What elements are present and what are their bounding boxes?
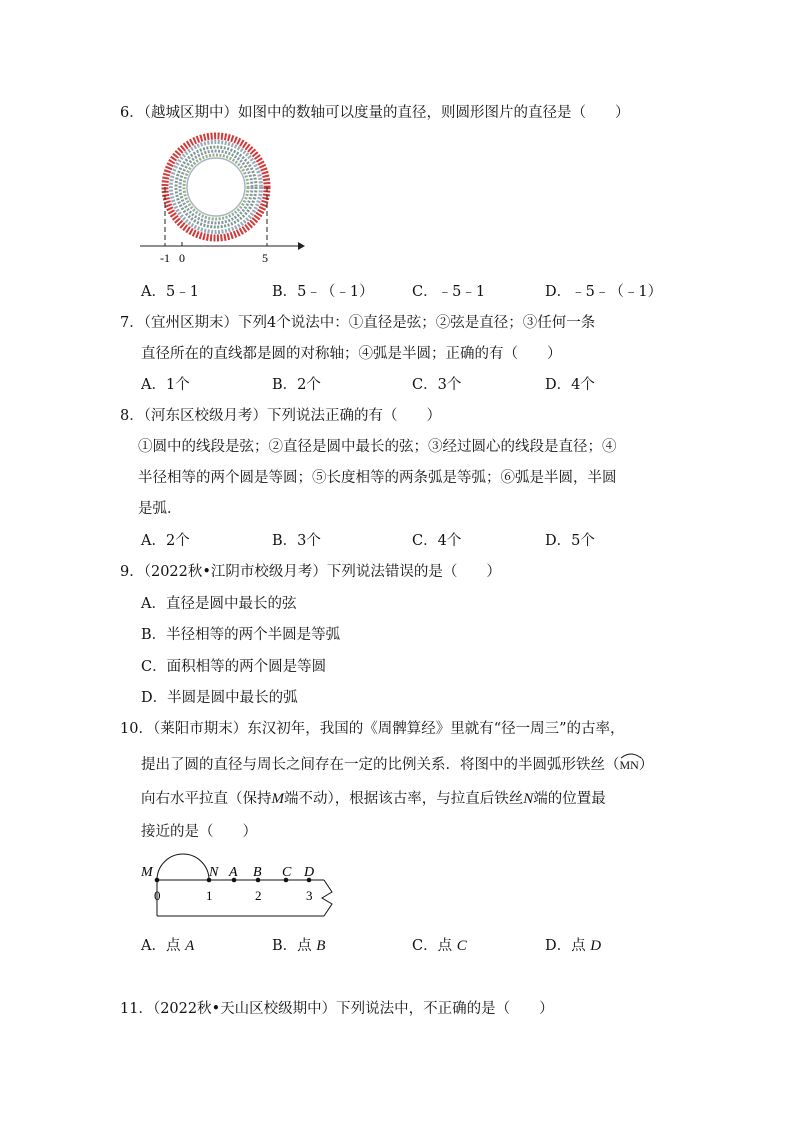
tick-1: 1 xyxy=(206,888,213,903)
q10-line-3-c: 端的位置最 xyxy=(533,791,606,807)
q10-option-c xyxy=(412,934,467,955)
q11-stem: 11．（2022秋•天山区校级期中）下列说法中，不正确的是（ ） xyxy=(120,1001,554,1017)
q9-option-b: B．半径相等的两个半圆是等弧 xyxy=(141,627,341,643)
q6-option-b: B．5﹣（﹣1） xyxy=(272,284,374,300)
arc-over-mn-icon xyxy=(620,751,642,759)
label-d: D xyxy=(304,865,315,880)
decorative-circle-image xyxy=(165,136,267,238)
label-n: N xyxy=(209,865,219,880)
q9-option-d: D．半圆是圆中最长的弧 xyxy=(141,690,298,706)
q9-option-c: C．面积相等的两个圆是等圆 xyxy=(141,659,327,675)
q8-line-4: 是弧． xyxy=(138,501,182,517)
tick-label-5: 5 xyxy=(262,251,268,265)
q6-option-c: C．﹣5﹣1 xyxy=(412,284,486,300)
tick-0: 0 xyxy=(154,888,161,903)
label-m: M xyxy=(141,865,153,880)
q8-line-2: ①圆中的线段是弦；②直径是圆中最长的弦；③经过圆心的线段是直径；④ xyxy=(138,439,617,455)
q10-line-3-n: N xyxy=(523,791,534,807)
q10-line-3-b: 端不动），根据该古率，与拉直后铁丝 xyxy=(284,791,524,807)
point-m xyxy=(155,878,160,883)
q10-line-2 xyxy=(141,753,653,774)
q8-line-3: 半径相等的两个圆是等圆；⑤长度相等的两条弧是等弧；⑥弧是半圆，半圆 xyxy=(138,470,617,486)
q6-option-d: D．﹣5﹣（﹣1） xyxy=(545,284,663,300)
q7-line-2: 直径所在的直线都是圆的对称轴；④弧是半圆；正确的有（ ） xyxy=(141,346,562,362)
q10-option-d-prefix: D．点 xyxy=(545,938,591,954)
tick-label-0: 0 xyxy=(179,251,185,265)
q10-option-b xyxy=(272,934,325,955)
q7-option-c: C．3个 xyxy=(412,377,462,393)
axis-arrow-icon xyxy=(298,242,305,250)
q6-option-a: A．5﹣1 xyxy=(141,284,199,300)
q10-line-4: 接近的是（ ） xyxy=(141,824,257,840)
label-c: C xyxy=(282,865,292,880)
label-b: B xyxy=(253,865,262,880)
q10-option-b-prefix: B．点 xyxy=(272,938,317,954)
q10-line-3-a: 向右水平拉直（保持 xyxy=(141,791,272,807)
tick-3: 3 xyxy=(306,888,313,903)
q6-figure xyxy=(138,132,308,272)
q10-option-a xyxy=(141,934,194,955)
q8-line-1: 8．（河东区校级月考）下列说法正确的有（ ） xyxy=(120,408,441,424)
q10-figure xyxy=(138,848,343,920)
q8-option-b: B．3个 xyxy=(272,533,321,549)
q8-option-a: A．2个 xyxy=(141,533,190,549)
q10-option-a-point: A xyxy=(185,938,195,954)
q10-line-3 xyxy=(141,787,606,808)
q10-option-c-point: C xyxy=(456,938,467,954)
q7-option-a: A．1个 xyxy=(141,377,190,393)
q10-line-2-text: 提出了圆的直径与周长之间存在一定的比例关系．将图中的半圆弧形铁丝（ xyxy=(141,757,620,773)
q7-option-d: D．4个 xyxy=(545,377,595,393)
q10-line-2-end: ） xyxy=(638,757,654,773)
q7-option-b: B．2个 xyxy=(272,377,321,393)
tick-label-neg1: -1 xyxy=(160,251,170,265)
tick-2: 2 xyxy=(255,888,262,903)
q10-option-a-prefix: A．点 xyxy=(141,938,186,954)
q6-stem: 6．（越城区期中）如图中的数轴可以度量的直径，则圆形图片的直径是（ ） xyxy=(120,105,630,121)
break-zigzag xyxy=(322,880,332,916)
label-a: A xyxy=(229,865,238,880)
q9-option-a: A．直径是圆中最长的弦 xyxy=(141,596,297,612)
q10-option-d-point: D xyxy=(590,938,602,954)
q8-option-c: C．4个 xyxy=(412,533,462,549)
q10-option-c-prefix: C．点 xyxy=(412,938,457,954)
arc-mn-label xyxy=(620,754,639,773)
q7-line-1: 7．（宜州区期末）下列4个说法中：①直径是弦；②弦是直径；③任何一条 xyxy=(120,315,596,331)
q10-line-1: 10．（莱阳市期末）东汉初年，我国的《周髀算经》里就有“径一周三”的古率， xyxy=(120,721,625,737)
q9-stem: 9．（2022秋•江阴市校级月考）下列说法错误的是（ ） xyxy=(120,564,501,580)
q10-line-3-m: M xyxy=(271,791,284,807)
semicircle-wire xyxy=(157,854,209,880)
arc-mn-text: MN xyxy=(619,758,639,772)
q8-option-d: D．5个 xyxy=(545,533,595,549)
q10-option-d xyxy=(545,934,601,955)
q10-option-b-point: B xyxy=(316,938,326,954)
